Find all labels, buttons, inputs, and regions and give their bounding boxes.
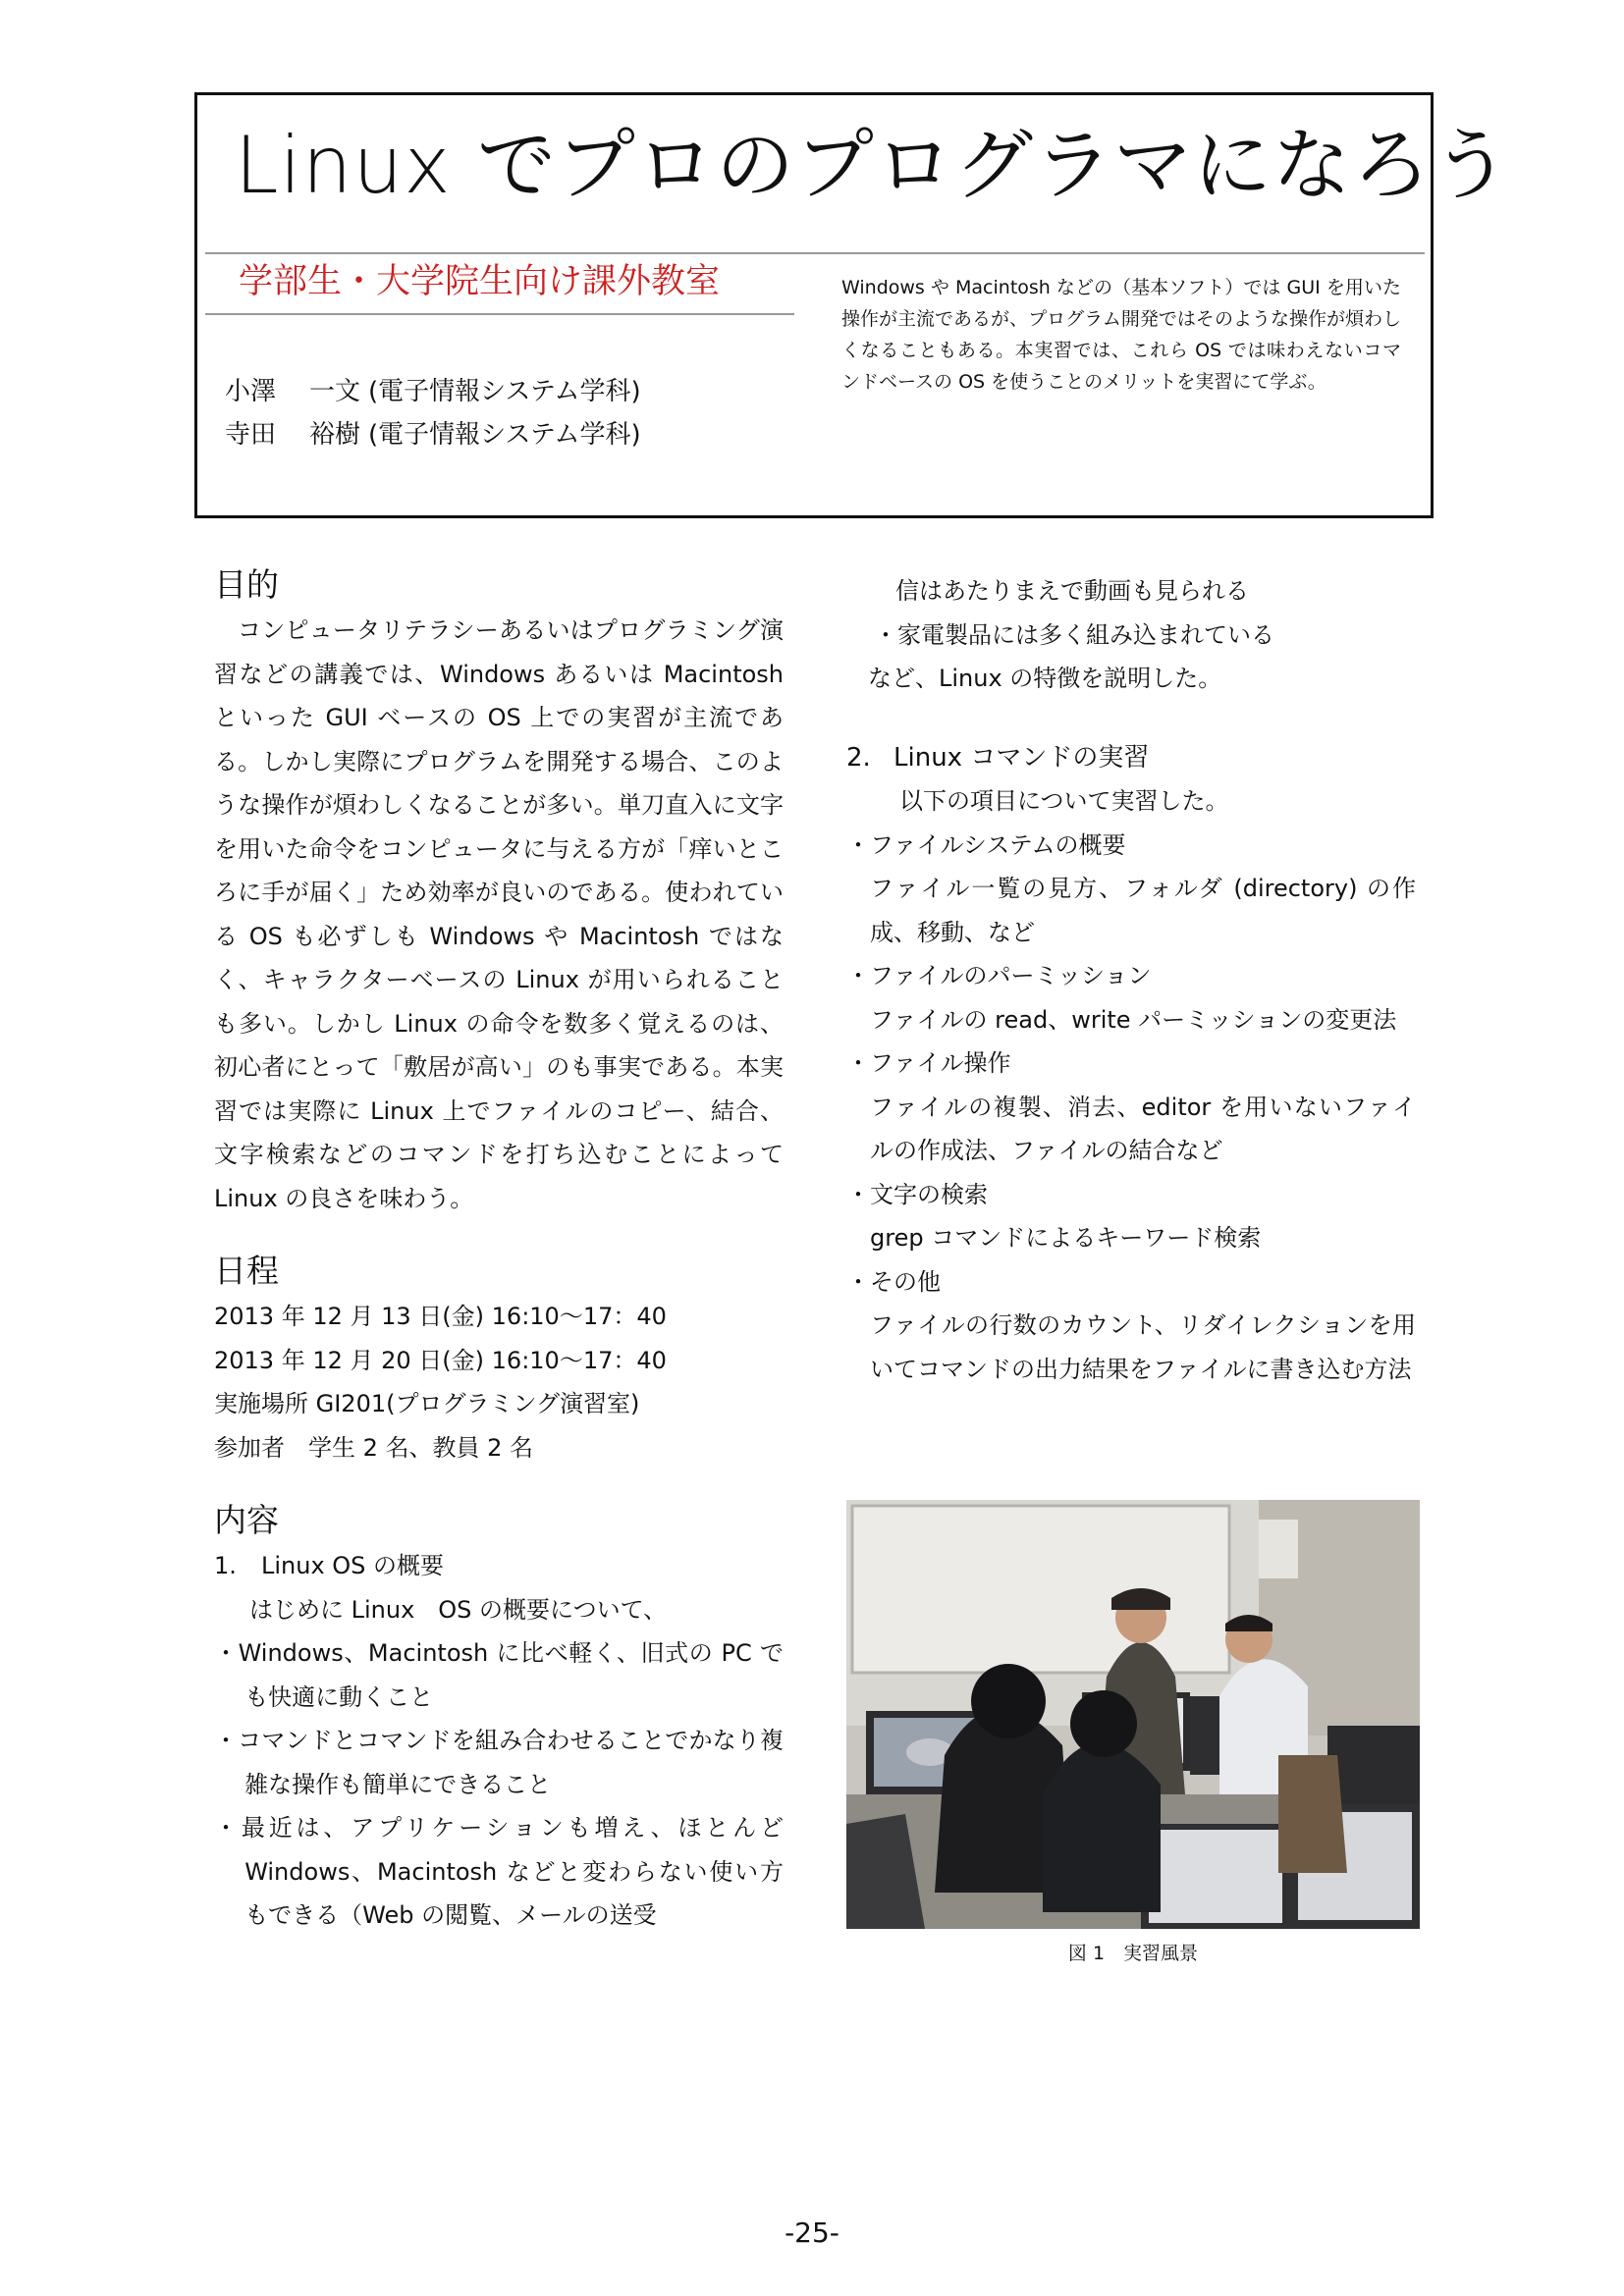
item1-title-row bbox=[214, 1544, 784, 1588]
schedule-heading: 日程 bbox=[214, 1252, 279, 1290]
classroom-photo bbox=[846, 1500, 1420, 1929]
author-affiliation: (電子情報システム学科) bbox=[368, 420, 641, 450]
item1-continued: 信はあたりまえで動画も見られる bbox=[895, 577, 1249, 605]
purpose-heading: 目的 bbox=[214, 565, 279, 604]
item1-closing: など、Linux の特徴を説明した。 bbox=[868, 665, 1222, 692]
item2-intro: 以下の項目について実習した。 bbox=[899, 787, 1229, 815]
content-heading: 内容 bbox=[214, 1501, 279, 1539]
topic-detail: ファイルの行数のカウント、リダイレクションを用いてコマンドの出力結果をファイルに書き込む方法 bbox=[870, 1311, 1416, 1383]
schedule-line: 2013 年 12 月 20 日(金) 16:10～17：40 bbox=[214, 1346, 667, 1374]
item2-title-row bbox=[846, 736, 1416, 780]
topic-label: ・その他 bbox=[846, 1267, 941, 1296]
classroom-photo-illustration bbox=[846, 1500, 1420, 1929]
author-family-name: 寺田 bbox=[225, 420, 277, 450]
item1-bullet: ・最近は、アプリケーションも増え、ほとんど Windows、Macintosh などと変わらない使い方もできる（Web の閲覧、メールの送受 bbox=[214, 1814, 784, 1929]
item1-bullet: ・Windows、Macintosh に比べ軽く、旧式の PC でも快適に動くこと bbox=[214, 1639, 784, 1711]
schedule-line: 実施場所 GI201(プログラミング演習室) bbox=[214, 1390, 640, 1417]
item1-intro: はじめに Linux OS の概要について、 bbox=[249, 1595, 668, 1624]
item1-number: 1. bbox=[214, 1552, 237, 1579]
item1-bullet: ・コマンドとコマンドを組み合わせることでかなり複雑な操作も簡単にできること bbox=[214, 1727, 784, 1798]
topic-detail: ファイル一覧の見方、フォルダ (directory) の作成、移動、など bbox=[870, 875, 1416, 946]
author-given-name: 一文 bbox=[309, 377, 361, 406]
page-number: -25- bbox=[785, 2216, 839, 2249]
author-given-name: 裕樹 bbox=[309, 420, 361, 450]
topic-label: ・ファイル操作 bbox=[846, 1049, 1011, 1077]
item2-title: Linux コマンドの実習 bbox=[893, 742, 1150, 773]
purpose-body: コンピュータリテラシーあるいはプログラミング演習などの講義では、Windows あるいは Macintosh といった GUI ベースの OS 上での実習が主流である。しかし実際にプログラムを開発する場合、このような操作が煩わしくなることが多い。単刀直入に文字を用いた命令をコンピュータに与える方が「痒いところに手が届く」ため効率が良いのである。使われている OS も必ずしも Windows や Macintosh ではなく、キャラクターベースの Linux が用いられることも多い。しかし Linux の命令を数多く覚えるのは、初心者にとって「敷居が高い」のも事実である。本実習では実際に Linux 上でファイルのコピー、結合、文字検索などのコマンドを打ち込むことによって Linux の良さを味わう。 bbox=[214, 616, 784, 1212]
item1-title: Linux OS の概要 bbox=[261, 1552, 445, 1579]
abstract: Windows や Macintosh などの（基本ソフト）では GUI を用いた操作が主流であるが、プログラム開発ではそのような操作が煩わしくなることもある。本実習では、これら OS では味わえないコマンドベースの OS を使うことのメリットを実習にて学ぶ。 bbox=[841, 277, 1401, 393]
topic-label: ・文字の検索 bbox=[846, 1180, 988, 1208]
title-divider bbox=[205, 252, 1425, 254]
left-column bbox=[214, 561, 784, 1938]
item2-number: 2. bbox=[846, 742, 871, 773]
schedule-line: 2013 年 12 月 13 日(金) 16:10～17：40 bbox=[214, 1303, 667, 1330]
schedule-line: 参加者 学生 2 名、教員 2 名 bbox=[214, 1433, 534, 1462]
author-family-name: 小澤 bbox=[225, 377, 277, 406]
header-box bbox=[194, 92, 1511, 518]
page-title: Linux でプロのプログラマになろう bbox=[235, 120, 1511, 211]
author-affiliation: (電子情報システム学科) bbox=[368, 377, 641, 406]
subtitle-divider bbox=[205, 313, 794, 315]
right-column bbox=[846, 569, 1416, 1391]
figure-caption: 図 1 実習風景 bbox=[1067, 1943, 1199, 1964]
topic-label: ・ファイルのパーミッション bbox=[846, 962, 1152, 989]
topic-detail: grep コマンドによるキーワード検索 bbox=[870, 1224, 1262, 1252]
author-row bbox=[225, 370, 641, 413]
topic-detail: ファイルの read、write パーミッションの変更法 bbox=[870, 1005, 1397, 1034]
topic-label: ・ファイルシステムの概要 bbox=[846, 830, 1126, 859]
author-list bbox=[225, 370, 641, 456]
author-row bbox=[225, 413, 641, 456]
topic-detail: ファイルの複製、消去、editor を用いないファイルの作成法、ファイルの結合など bbox=[870, 1093, 1416, 1164]
item1-bullet: ・家電製品には多く組み込まれている bbox=[874, 620, 1274, 649]
subtitle: 学部生・大学院生向け課外教室 bbox=[239, 262, 721, 301]
